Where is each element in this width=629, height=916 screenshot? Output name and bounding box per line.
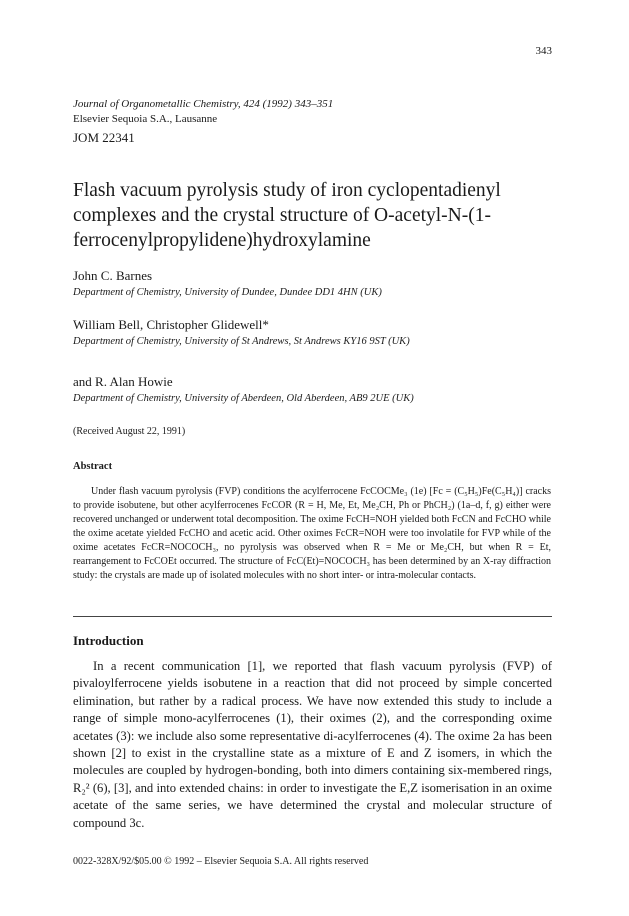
author-name: and R. Alan Howie (73, 374, 173, 389)
author-group-2 (73, 317, 410, 347)
journal-publisher: Elsevier Sequoia S.A., Lausanne (73, 113, 218, 125)
section-divider (73, 616, 552, 617)
abstract-text: Under flash vacuum pyrolysis (FVP) conditions the acylferrocene FcCOCMe₃ (1e) [Fc = (C₅H₅)Fe(C₅H₄)] cracks to provide isobutene, but other acylferrocenes FcCOR (R = H, Me, Et, Me₂CH, Ph or PhCH₂) (1a–d, f, g) either were recovered unchanged or underwent total decomposition. The oxime FcCH=NOH yielded both FcCN and FcCHO while the oxime acetate yielded FcCHO and acetic acid. Other oximes FcCR=NOH were too involatile for FVP while of the oxime acetates FcCR=NOCOCH₃, no pyrolysis was observed when R = Me or Me₂CH, but when R = Et, rearrangement to FcCOEt occurred. The structure of FcC(Et)=NOCOCH₃ has been determined by an X-ray diffraction study: the crystals are made up of isolated molecules with no short inter- or intra-molecular contacts. (73, 486, 551, 581)
journal-header (73, 97, 333, 145)
journal-citation: Journal of Organometallic Chemistry, 424 (1992) 343–351 (73, 98, 334, 110)
introduction-text: In a recent communication [1], we reported that flash vacuum pyrolysis (FVP) of pivaloylferrocene yields isobutene in a reaction that did not proceed by simple concerted elimination, but rather by a radical process. We have now extended this study to include a range of simple mono-acylferrocenes (1), their oximes (2), and the corresponding oxime acetates (3): we include also some representative di-acylferrocenes (4). The oxime 2a has been shown [2] to exist in the crystalline state as a mixture of E and Z isomers, in which the molecules are coupled by hydrogen-bonding, both into dimers containing six-membered rings, R₂² (6), [3], and into extended chains: in order to investigate the E,Z isomerisation in an oxime acetate of the same series, we have determined the crystal and molecular structure of compound 3c. (73, 659, 552, 830)
author-affiliation: Department of Chemistry, University of St Andrews, St Andrews KY16 9ST (UK) (73, 336, 410, 347)
page-number: 343 (535, 45, 552, 57)
author-name: William Bell, Christopher Glidewell* (73, 317, 269, 332)
author-affiliation: Department of Chemistry, University of Aberdeen, Old Aberdeen, AB9 2UE (UK) (73, 393, 414, 404)
article-title: Flash vacuum pyrolysis study of iron cyclopentadienyl complexes and the crystal structure of O-acetyl-N-(1-ferrocenylpropylidene)hydroxylamine (73, 180, 501, 251)
author-group-1 (73, 268, 382, 298)
author-name: John C. Barnes (73, 268, 153, 283)
introduction-heading: Introduction (73, 633, 144, 648)
received-date: (Received August 22, 1991) (73, 426, 186, 437)
abstract-heading: Abstract (73, 461, 113, 472)
journal-code: JOM 22341 (73, 130, 135, 145)
author-group-3 (73, 374, 414, 404)
copyright-footer: 0022-328X/92/$05.00 © 1992 – Elsevier Sequoia S.A. All rights reserved (73, 856, 369, 867)
author-affiliation: Department of Chemistry, University of Dundee, Dundee DD1 4HN (UK) (73, 287, 382, 298)
